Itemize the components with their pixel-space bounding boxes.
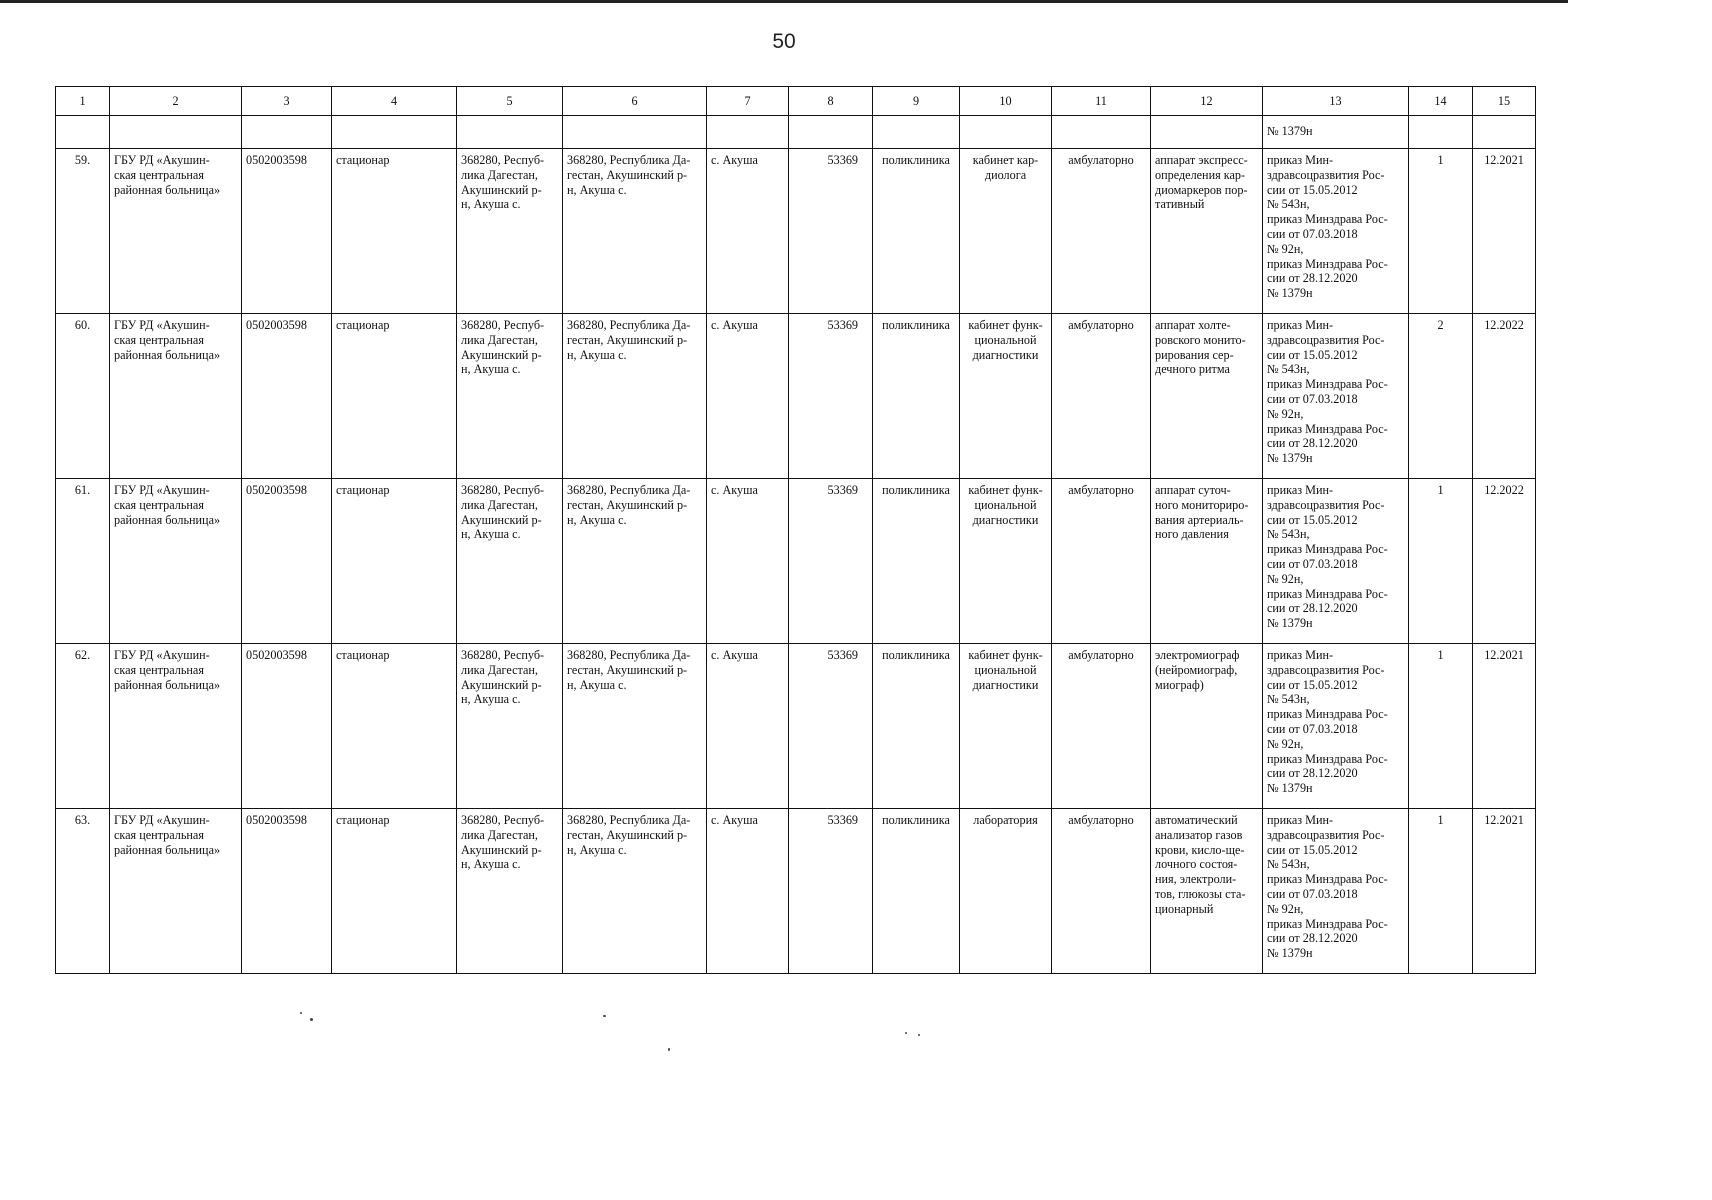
table-row bbox=[56, 479, 1536, 644]
room-cell: кабинет функ- циональной диагностики bbox=[960, 314, 1052, 479]
actual-address-cell: 368280, Республика Да- гестан, Акушинский р- н, Акуша с. bbox=[563, 479, 707, 644]
row-number: 60. bbox=[56, 314, 110, 479]
actual-address-cell: 368280, Республика Да- гестан, Акушинский р- н, Акуша с. bbox=[563, 644, 707, 809]
empty-cell bbox=[789, 116, 873, 149]
header-cell: 6 bbox=[563, 87, 707, 116]
unit-cell: поликлиника bbox=[873, 644, 960, 809]
legal-address-cell: 368280, Респуб- лика Дагестан, Акушинский р- н, Акуша с. bbox=[457, 644, 563, 809]
empty-cell bbox=[1052, 116, 1151, 149]
actual-address-cell: 368280, Республика Да- гестан, Акушинский р- н, Акуша с. bbox=[563, 149, 707, 314]
empty-cell bbox=[563, 116, 707, 149]
empty-cell bbox=[1151, 116, 1263, 149]
code-cell: 0502003598 bbox=[242, 644, 332, 809]
quantity-cell: 2 bbox=[1409, 314, 1473, 479]
empty-cell bbox=[1473, 116, 1536, 149]
header-cell: 5 bbox=[457, 87, 563, 116]
scan-speck bbox=[310, 1018, 313, 1021]
header-cell: 8 bbox=[789, 87, 873, 116]
empty-cell bbox=[1409, 116, 1473, 149]
legal-address-cell: 368280, Респуб- лика Дагестан, Акушинский р- н, Акуша с. bbox=[457, 149, 563, 314]
actual-address-cell: 368280, Республика Да- гестан, Акушинский р- н, Акуша с. bbox=[563, 314, 707, 479]
settlement-cell: с. Акуша bbox=[707, 644, 789, 809]
scan-speck bbox=[918, 1034, 920, 1036]
quantity-cell: 1 bbox=[1409, 149, 1473, 314]
header-cell: 15 bbox=[1473, 87, 1536, 116]
date-cell: 12.2021 bbox=[1473, 149, 1536, 314]
continued-basis-cell: № 1379н bbox=[1263, 116, 1409, 149]
header-cell: 3 bbox=[242, 87, 332, 116]
empty-cell bbox=[457, 116, 563, 149]
table-row bbox=[56, 149, 1536, 314]
equipment-table bbox=[55, 86, 1536, 974]
basis-cell: приказ Мин- здравсоцразвития Рос- сии от 15.05.2012 № 543н, приказ Минздрава Рос- сии от 07.03.2018 № 92н, приказ Минздрава Рос- сии от 28.12.2020 № 1379н bbox=[1263, 314, 1409, 479]
mode-cell: амбулаторно bbox=[1052, 149, 1151, 314]
empty-cell bbox=[56, 116, 110, 149]
settlement-cell: с. Акуша bbox=[707, 149, 789, 314]
header-cell: 9 bbox=[873, 87, 960, 116]
header-cell: 2 bbox=[110, 87, 242, 116]
equipment-cell: аппарат холте- ровского монито- рирования сер- дечного ритма bbox=[1151, 314, 1263, 479]
header-cell: 11 bbox=[1052, 87, 1151, 116]
table-row bbox=[56, 809, 1536, 974]
equipment-cell: аппарат экспресс- определения кар- диомаркеров пор- тативный bbox=[1151, 149, 1263, 314]
code-cell: 0502003598 bbox=[242, 809, 332, 974]
postcode-cell: 53369 bbox=[789, 809, 873, 974]
row-number: 63. bbox=[56, 809, 110, 974]
mode-cell: амбулаторно bbox=[1052, 644, 1151, 809]
legal-address-cell: 368280, Респуб- лика Дагестан, Акушинский р- н, Акуша с. bbox=[457, 314, 563, 479]
settlement-cell: с. Акуша bbox=[707, 314, 789, 479]
code-cell: 0502003598 bbox=[242, 149, 332, 314]
unit-cell: поликлиника bbox=[873, 314, 960, 479]
empty-cell bbox=[242, 116, 332, 149]
facility-type-cell: стационар bbox=[332, 314, 457, 479]
equipment-cell: электромиограф (нейромиограф, миограф) bbox=[1151, 644, 1263, 809]
facility-type-cell: стационар bbox=[332, 149, 457, 314]
page-number: 50 bbox=[772, 30, 796, 53]
unit-cell: поликлиника bbox=[873, 149, 960, 314]
quantity-cell: 1 bbox=[1409, 809, 1473, 974]
facility-type-cell: стационар bbox=[332, 479, 457, 644]
settlement-cell: с. Акуша bbox=[707, 809, 789, 974]
quantity-cell: 1 bbox=[1409, 644, 1473, 809]
date-cell: 12.2022 bbox=[1473, 314, 1536, 479]
date-cell: 12.2021 bbox=[1473, 644, 1536, 809]
mode-cell: амбулаторно bbox=[1052, 809, 1151, 974]
header-cell: 4 bbox=[332, 87, 457, 116]
organization-cell: ГБУ РД «Акушин- ская центральная районная больница» bbox=[110, 479, 242, 644]
scan-speck bbox=[905, 1032, 907, 1034]
row-number: 59. bbox=[56, 149, 110, 314]
scan-edge-line bbox=[0, 0, 1568, 3]
empty-cell bbox=[332, 116, 457, 149]
postcode-cell: 53369 bbox=[789, 314, 873, 479]
header-cell: 10 bbox=[960, 87, 1052, 116]
empty-cell bbox=[110, 116, 242, 149]
organization-cell: ГБУ РД «Акушин- ская центральная районная больница» bbox=[110, 644, 242, 809]
room-cell: кабинет кар- диолога bbox=[960, 149, 1052, 314]
empty-cell bbox=[707, 116, 789, 149]
header-cell: 14 bbox=[1409, 87, 1473, 116]
equipment-cell: автоматический анализатор газов крови, кисло-ще- лочного состоя- ния, электроли- тов, глюкозы ста- ционарный bbox=[1151, 809, 1263, 974]
room-cell: кабинет функ- циональной диагностики bbox=[960, 479, 1052, 644]
code-cell: 0502003598 bbox=[242, 314, 332, 479]
organization-cell: ГБУ РД «Акушин- ская центральная районная больница» bbox=[110, 149, 242, 314]
header-cell: 1 bbox=[56, 87, 110, 116]
room-cell: кабинет функ- циональной диагностики bbox=[960, 644, 1052, 809]
date-cell: 12.2021 bbox=[1473, 809, 1536, 974]
row-number: 62. bbox=[56, 644, 110, 809]
table-row bbox=[56, 644, 1536, 809]
legal-address-cell: 368280, Респуб- лика Дагестан, Акушинский р- н, Акуша с. bbox=[457, 809, 563, 974]
continuation-row bbox=[56, 116, 1536, 149]
row-number: 61. bbox=[56, 479, 110, 644]
organization-cell: ГБУ РД «Акушин- ская центральная районная больница» bbox=[110, 314, 242, 479]
postcode-cell: 53369 bbox=[789, 149, 873, 314]
table-row bbox=[56, 314, 1536, 479]
basis-cell: приказ Мин- здравсоцразвития Рос- сии от 15.05.2012 № 543н, приказ Минздрава Рос- сии от 07.03.2018 № 92н, приказ Минздрава Рос- сии от 28.12.2020 № 1379н bbox=[1263, 644, 1409, 809]
scan-speck bbox=[668, 1048, 670, 1051]
settlement-cell: с. Акуша bbox=[707, 479, 789, 644]
actual-address-cell: 368280, Республика Да- гестан, Акушинский р- н, Акуша с. bbox=[563, 809, 707, 974]
scan-speck bbox=[300, 1012, 302, 1014]
header-cell: 13 bbox=[1263, 87, 1409, 116]
facility-type-cell: стационар bbox=[332, 644, 457, 809]
room-cell: лаборатория bbox=[960, 809, 1052, 974]
postcode-cell: 53369 bbox=[789, 644, 873, 809]
organization-cell: ГБУ РД «Акушин- ская центральная районная больница» bbox=[110, 809, 242, 974]
column-number-header bbox=[56, 87, 1536, 116]
header-cell: 12 bbox=[1151, 87, 1263, 116]
basis-cell: приказ Мин- здравсоцразвития Рос- сии от 15.05.2012 № 543н, приказ Минздрава Рос- сии от 07.03.2018 № 92н, приказ Минздрава Рос- сии от 28.12.2020 № 1379н bbox=[1263, 809, 1409, 974]
empty-cell bbox=[960, 116, 1052, 149]
code-cell: 0502003598 bbox=[242, 479, 332, 644]
unit-cell: поликлиника bbox=[873, 809, 960, 974]
basis-cell: приказ Мин- здравсоцразвития Рос- сии от 15.05.2012 № 543н, приказ Минздрава Рос- сии от 07.03.2018 № 92н, приказ Минздрава Рос- сии от 28.12.2020 № 1379н bbox=[1263, 479, 1409, 644]
empty-cell bbox=[873, 116, 960, 149]
mode-cell: амбулаторно bbox=[1052, 314, 1151, 479]
facility-type-cell: стационар bbox=[332, 809, 457, 974]
basis-cell: приказ Мин- здравсоцразвития Рос- сии от 15.05.2012 № 543н, приказ Минздрава Рос- сии от 07.03.2018 № 92н, приказ Минздрава Рос- сии от 28.12.2020 № 1379н bbox=[1263, 149, 1409, 314]
postcode-cell: 53369 bbox=[789, 479, 873, 644]
scan-speck bbox=[603, 1015, 606, 1017]
date-cell: 12.2022 bbox=[1473, 479, 1536, 644]
quantity-cell: 1 bbox=[1409, 479, 1473, 644]
legal-address-cell: 368280, Респуб- лика Дагестан, Акушинский р- н, Акуша с. bbox=[457, 479, 563, 644]
equipment-cell: аппарат суточ- ного мониториро- вания артериаль- ного давления bbox=[1151, 479, 1263, 644]
unit-cell: поликлиника bbox=[873, 479, 960, 644]
mode-cell: амбулаторно bbox=[1052, 479, 1151, 644]
header-cell: 7 bbox=[707, 87, 789, 116]
